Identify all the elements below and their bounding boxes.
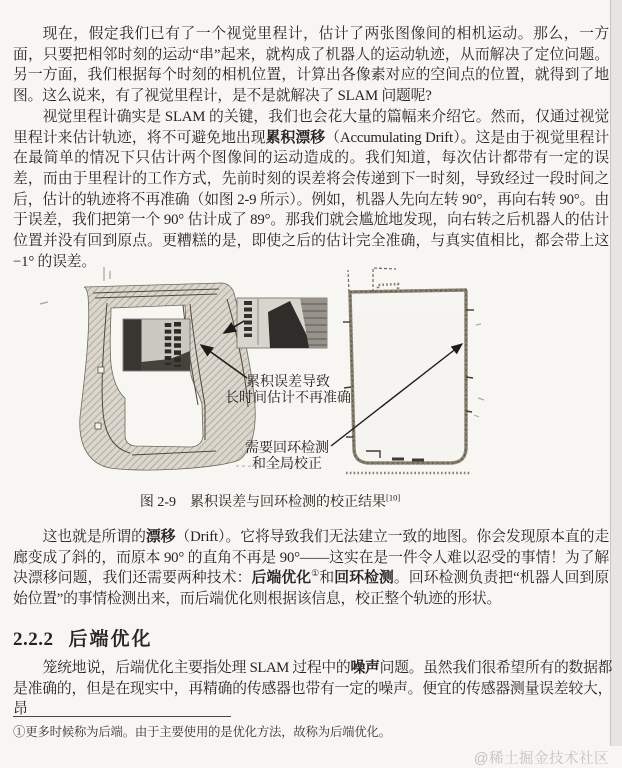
footnote [13,722,391,740]
bold-term-backend-optimization: 后端优化 [251,570,312,587]
figure-annotation-loop-closure [228,441,346,472]
section-title: 后端优化 [68,629,153,650]
paragraph-3 [13,527,609,610]
scan-noise-marks [474,324,484,417]
paragraph-1 [13,24,609,107]
watermark: @稀土掘金技术社区 [473,751,609,767]
figure-2-9 [0,265,622,510]
annotation-line: 需要回环检测 [245,441,329,456]
corrected-map-drawing [343,268,484,473]
paragraph-text: 这也就是所谓的 [42,529,146,545]
paragraph-text: 现在，假定我们已有了一个视觉里程计，估计了两张图像间的相机运动。那么，一方面，只要把相邻时刻的运动“串”起来，就构成了机器人的运动轨迹，从而解决了定位问题。另一方面，我们根据每个时刻的相机位置，计算出各像素对应的空间点的位置，就得到了地图。这么说来，有了视觉里程计，是不是就解决了 SLAM 问题呢? [13,26,609,105]
footnote-divider [13,716,231,717]
section-number: 2.2.2 [13,629,54,650]
drift-paragraph-block [13,527,609,610]
footnote-text: 更多时候称为后端。由于主要使用的是优化方法，故称为后端优化。 [25,725,391,739]
intro-paragraphs [13,24,609,272]
annotation-line: 累积误差导致 [246,375,330,390]
corridor-photo-left [123,319,190,371]
annotation-line: 和全局校正 [252,456,322,472]
caption-text: 图 2-9 累积误差与回环检测的校正结果 [139,495,386,510]
paragraph-4 [13,658,612,720]
paragraph-text: 笼统地说，后端优化主要指处理 SLAM 过程中的 [42,660,351,676]
paragraph-text: （Accumulating Drift）。这是由于视觉里程计在最简单的情况下只估计两个图像间的运动造成的。我们知道，每次估计都带有一定的误差，而由于里程计的工作方式，先前时刻的误差将会传递到下一时刻，导致经过一段时间之后，估计的轨迹将不再准确（如图 2-9 所示）。例如，机器人先向左转 90°，再向右转 90°。由于误差，我们把第一个 90° 估计成了 89°。那我们就会尴尬地发现，向右转之后机器人的估计位置并没有回到原点。更糟糕的是，即使之后的估计完全准确，与真实值相比，都会带上这 −1° 的误差。 [13,129,610,270]
footnote-reference-mark: ① [311,568,320,579]
backend-paragraph-block [13,658,612,720]
paragraph-text: 。回环检测负责把“机器人回到原始位置”的事情检测出来，而后端优化则根据该信息，校正整个轨迹的形状。 [13,570,610,608]
caption-reference: [10] [386,492,401,503]
bold-term-noise: 噪声 [350,660,380,676]
bold-term-loop-closure: 回环检测 [334,570,394,587]
paragraph-text: 视觉里程计确实是 SLAM 的关键，我们也会花大量的篇幅来介绍它。然而，仅通过视觉里程计来估计轨迹，将不可避免地出现 [13,108,609,146]
paragraph-text: 和 [319,570,335,587]
paragraph-text: 问题。虽然我们很希望所有的数据都是准确的，但是在现实中，再精确的传感器也带有一定的噪声。便宜的传感器测量误差较大，昂 [13,660,612,718]
paragraph-text: （Drift）。它将导致我们无法建立一致的地图。你会发现原本直的走廊变成了斜的，而原本 90° 的直角不再是 90°——这实在是一件令人难以忍受的事情！为了解决漂移问题，我们还需要两种技术： [13,529,609,587]
paragraph-2 [13,107,609,273]
section-heading [13,624,153,651]
bold-term-drift: 漂移 [145,529,176,545]
bold-term-accumulating-drift: 累积漂移 [265,129,326,146]
figure-caption [0,491,540,511]
corridor-photo-right [237,298,327,348]
figure-annotation-drift [218,375,358,406]
annotation-line: 长时间估计不再准确 [225,390,351,406]
footnote-marker: ① [13,725,26,739]
